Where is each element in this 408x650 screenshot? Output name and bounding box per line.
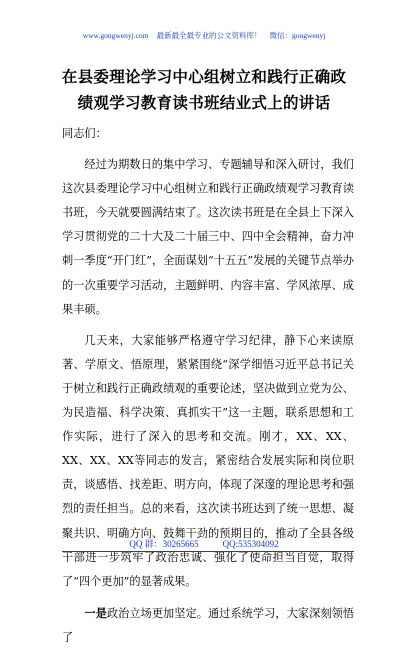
paragraph-3-lead: 一是 (84, 605, 107, 620)
paragraph-2: 几天来，大家能够严格遵守学习纪律，静下心来读原著、学原文、悟原理，紧紧围绕“深学细悟习近平总书记关于树立和践行正确政绩观的重要论述，坚决做到立党为公、为民造福、科学决策、真抓实干”这一主题，联系思想和工作实际，进行了深入的思考和交流。刚才，XX、XX、XX、XX、XX等同志的发言，紧密结合发展实际和岗位职责，谈感悟、找差距、明方向，体现了深邃的理论思考和强烈的责任担当。总的来看，这次读书班达到了统一思想、凝聚共识、明确方向、鼓舞干劲的预期目的，推动了全县各级干部进一步筑牢了政治忠诚、强化了使命担当自觉，取得了“四个更加”的显著成果。 (62, 333, 354, 588)
salutation: 同志们： (62, 127, 107, 140)
title-line-2: 绩观学习教育读书班结业式上的讲话 (77, 93, 331, 112)
wechat-id: 微信：gongwenyj (269, 31, 326, 40)
qq-group: QQ 群：30265665 (129, 539, 199, 549)
paragraph-3 (62, 601, 354, 650)
slogan-text: 最新最全最专业的公文资料库！ (156, 31, 262, 40)
footer-contacts (0, 537, 408, 550)
footer-rule (62, 551, 354, 552)
paragraph-1: 经过为期数日的集中学习、专题辅导和深入研讨，我们这次县委理论学习中心组树立和践行正确政绩观学习教育读书班，今天就要圆满结束了。这次读书班是在全县上下深入学习贯彻党的二十大及二十届三中、四中全会精神，奋力冲刺一季度“开门红”，全面谋划“十五五”发展的关键节点举办的一次重要学习活动，主题鲜明、内容丰富、学风浓厚、成果丰硕。 (62, 158, 354, 316)
document-body (62, 122, 354, 650)
document-title (40, 64, 368, 116)
title-line-1: 在县委理论学习中心组树立和践行正确政 (61, 67, 347, 86)
qq-number: QQ:535304092 (222, 539, 279, 549)
site-link[interactable]: www.gongwenyj.com (82, 31, 149, 40)
header-banner (0, 30, 408, 41)
paragraph-3-text: 政治立场更加坚定。通过系统学习，大家深刻领悟了 (62, 606, 354, 644)
